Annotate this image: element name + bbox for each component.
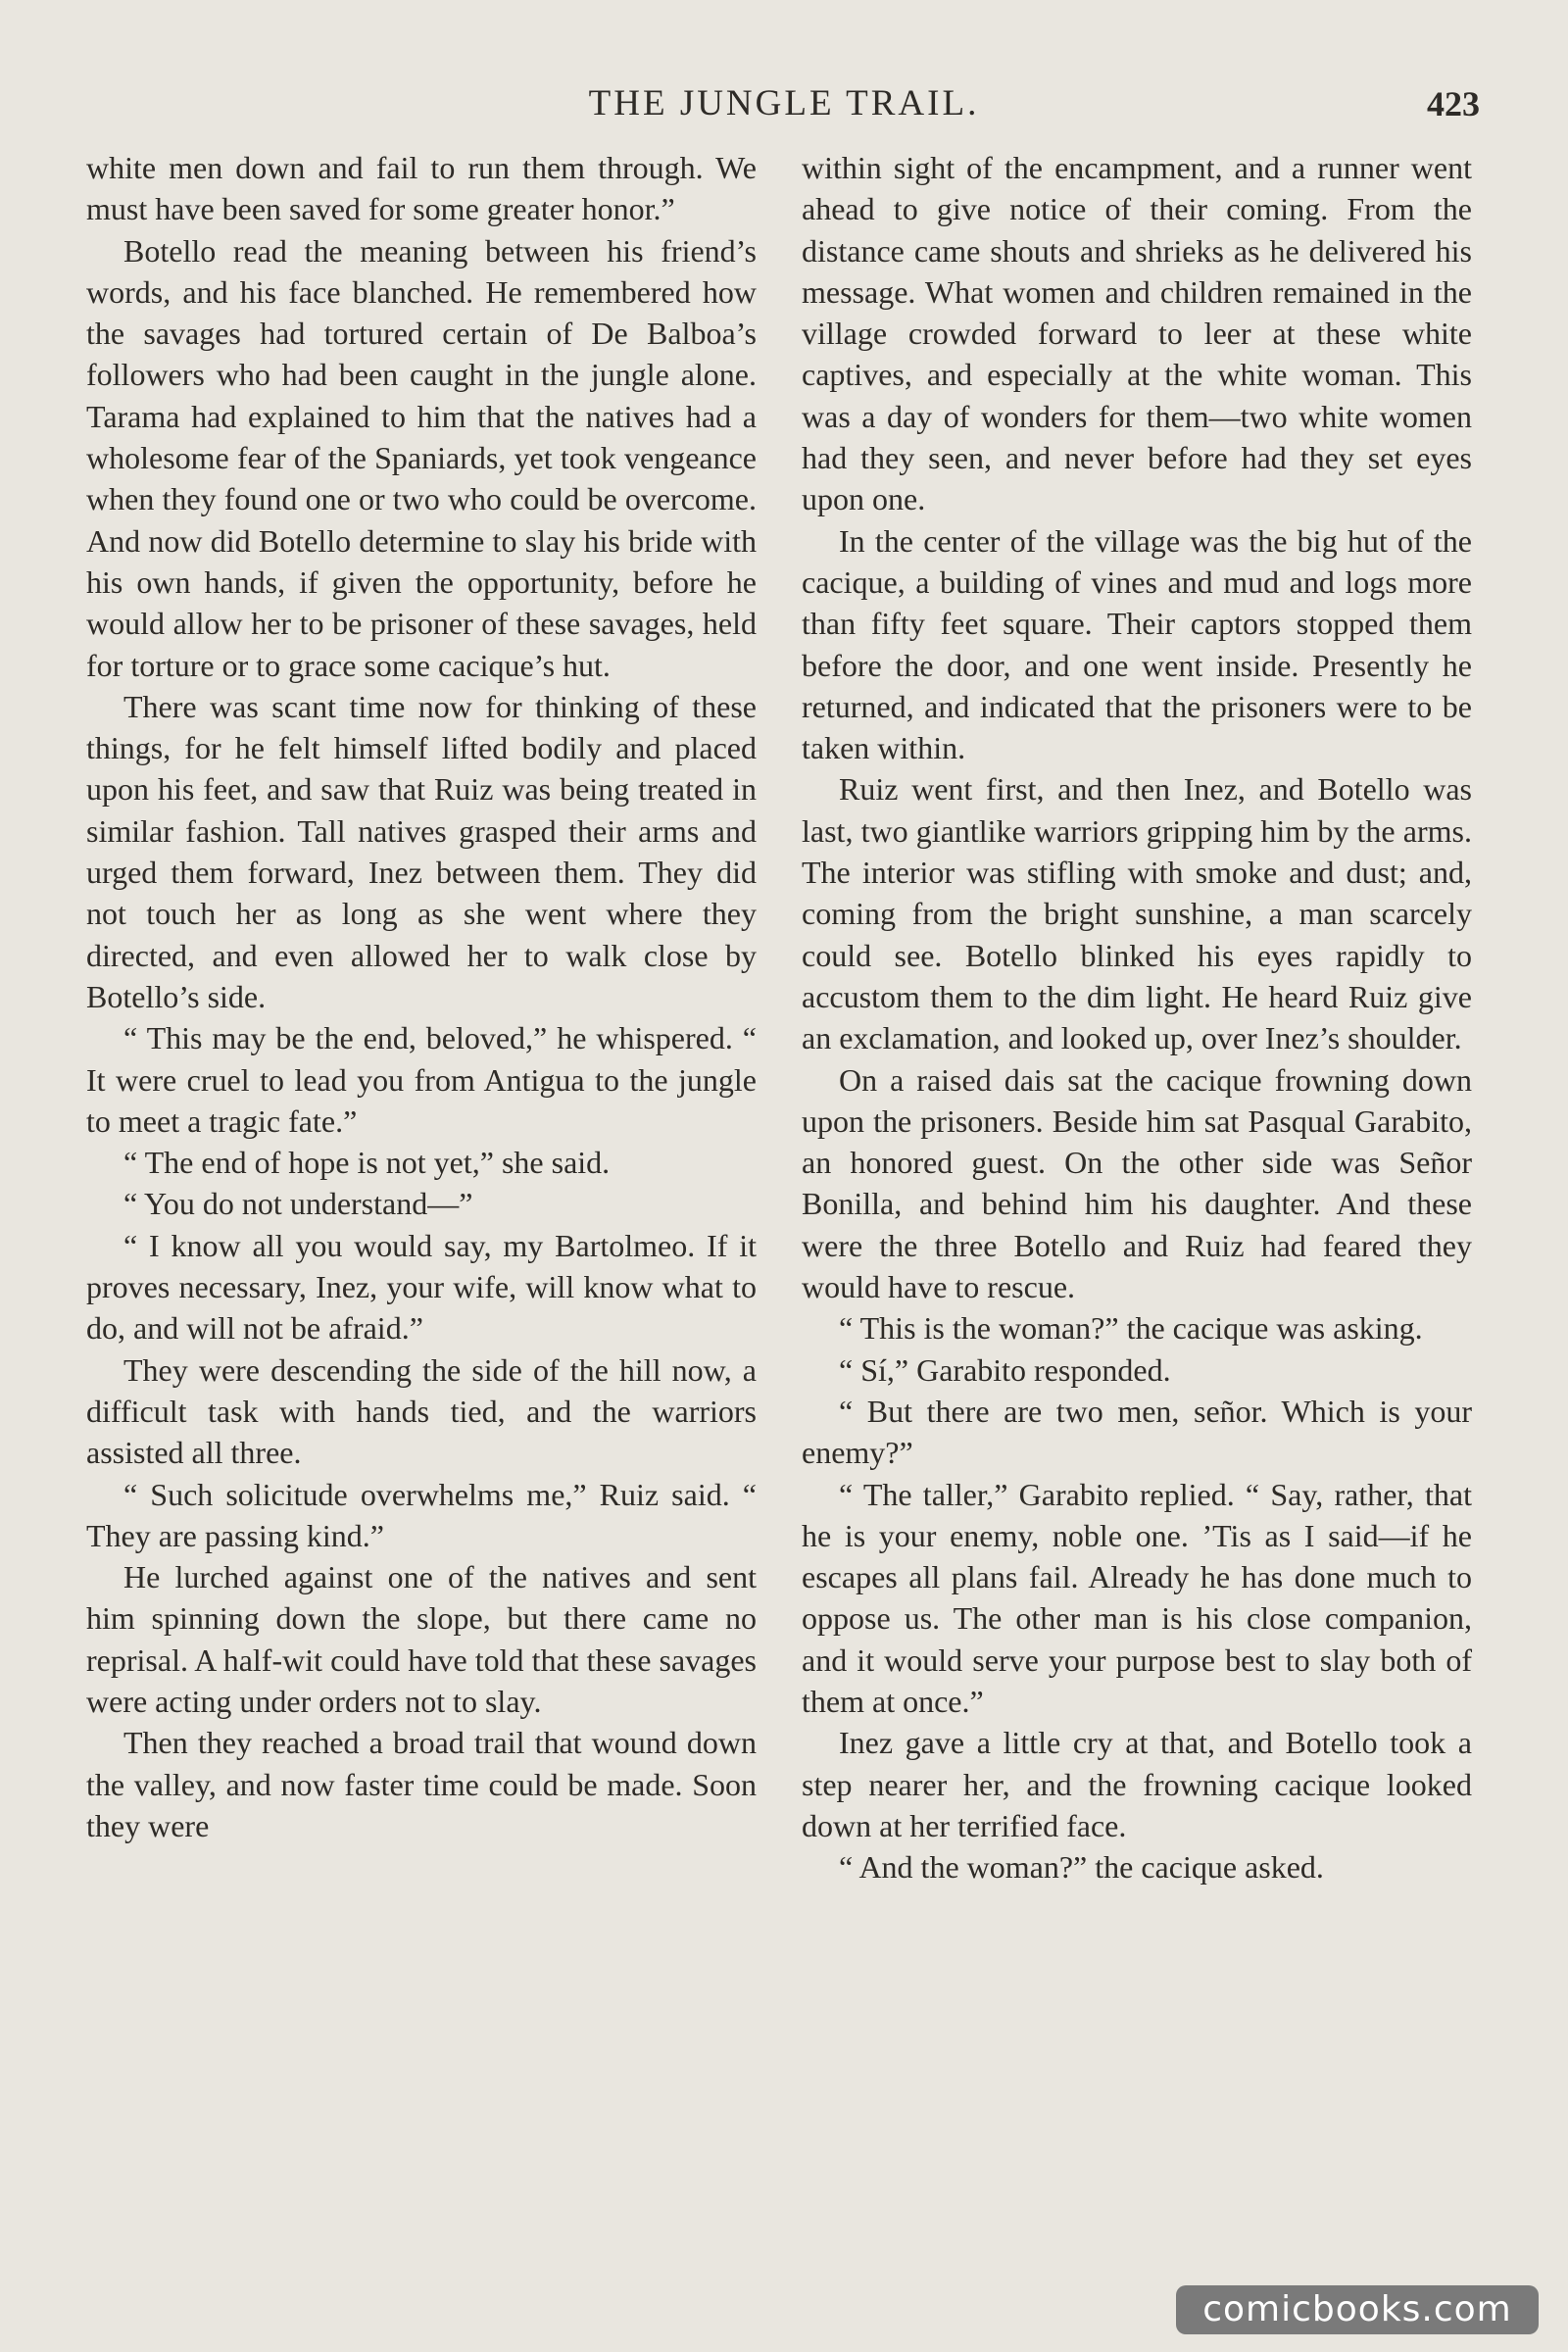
paragraph: “ And the woman?” the cacique asked. bbox=[839, 1849, 1324, 1886]
paragraph: within sight of the encampment, and a runner went ahead to give notice of their coming. From the distance came shouts and shrieks as he delivered his message. What women and children remained in the village crowded forward to leer at these white captives, and especially at the white woman. This was a day of wonders for them—two white women had they seen, and never before had they set eyes upon one. bbox=[802, 150, 1472, 517]
paragraph: “ The taller,” Garabito replied. “ Say, rather, that he is your enemy, noble one. ’Tis as I said—if he escapes all plans fail. Already he has done much to oppose us. The other man is his close companion, and it would serve your purpose best to slay both of them at once.” bbox=[802, 1476, 1472, 1719]
right-column bbox=[802, 147, 1472, 1887]
paragraph: Then they reached a broad trail that wound down the valley, and now faster time could be made. Soon they were bbox=[86, 1725, 757, 1843]
page-header bbox=[88, 78, 1480, 129]
paragraph: “ This is the woman?” the cacique was asking. bbox=[839, 1310, 1423, 1347]
page-number: 423 bbox=[1427, 84, 1480, 123]
paragraph: “ The end of hope is not yet,” she said. bbox=[123, 1145, 611, 1181]
paragraph: Ruiz went first, and then Inez, and Botello was last, two giantlike warriors gripping him by the arms. The interior was stifling with smoke and dust; and, coming from the bright sunshine, a man scarcely could see. Botello blinked his eyes rapidly to accustom them to the dim light. He heard Ruiz give an exclamation, and looked up, over Inez’s shoulder. bbox=[802, 771, 1472, 1056]
paragraph: “ I know all you would say, my Bartolmeo. If it proves necessary, Inez, your wife, will know what to do, and will not be afraid.” bbox=[86, 1227, 757, 1347]
paragraph: white men down and fail to run them through. We must have been saved for some greater honor.” bbox=[86, 150, 757, 227]
paragraph: There was scant time now for thinking of these things, for he felt himself lifted bodily and placed upon his feet, and saw that Ruiz was being treated in similar fashion. Tall natives grasped their arms and urged them forward, Inez between them. They did not touch her as long as she went where they directed, and even allowed her to walk close by Botello’s side. bbox=[86, 688, 757, 1014]
paragraph: “ Such solicitude overwhelms me,” Ruiz said. “ They are passing kind.” bbox=[86, 1476, 757, 1553]
left-column bbox=[86, 147, 757, 1846]
paragraph: Botello read the meaning between his friend’s words, and his face blanched. He remembered how the savages had tortured certain of De Balboa’s followers who had been caught in the jungle alone. Tarama had explained to him that the natives had a wholesome fear of the Spaniards, yet took vengeance when they found one or two who could be overcome. And now did Botello determine to slay his bride with his own hands, if given the opportunity, before he would allow her to be prisoner of these savages, held for torture or to grace some cacique’s hut. bbox=[86, 232, 757, 683]
paragraph: They were descending the side of the hill now, a difficult task with hands tied, and the warriors assisted all three. bbox=[86, 1351, 757, 1471]
paragraph: On a raised dais sat the cacique frowning down upon the prisoners. Beside him sat Pasqual Garabito, an honored guest. On the other side was Señor Bonilla, and behind him his daughter. And these were the three Botello and Ruiz had feared they would have to rescue. bbox=[802, 1061, 1472, 1305]
paragraph: “ But there are two men, señor. Which is your enemy?” bbox=[802, 1393, 1472, 1471]
paragraph: “ You do not understand—” bbox=[123, 1186, 473, 1222]
paragraph: In the center of the village was the big hut of the cacique, a building of vines and mud and logs more than fifty feet square. Their captors stopped them before the door, and one went inside. Presently he returned, and indicated that the prisoners were to be taken within. bbox=[802, 522, 1472, 766]
running-title: THE JUNGLE TRAIL. bbox=[588, 83, 980, 123]
watermark: comicbooks.com bbox=[1176, 2285, 1539, 2334]
paragraph: “ This may be the end, beloved,” he whispered. “ It were cruel to lead you from Antigua to the jungle to meet a tragic fate.” bbox=[86, 1020, 757, 1139]
paragraph: Inez gave a little cry at that, and Botello took a step nearer her, and the frowning cacique looked down at her terrified face. bbox=[802, 1725, 1472, 1843]
paragraph: He lurched against one of the natives and sent him spinning down the slope, but there came no reprisal. A half-wit could have told that these savages were acting under orders not to slay. bbox=[86, 1559, 757, 1719]
paragraph: “ Sí,” Garabito responded. bbox=[839, 1351, 1171, 1388]
